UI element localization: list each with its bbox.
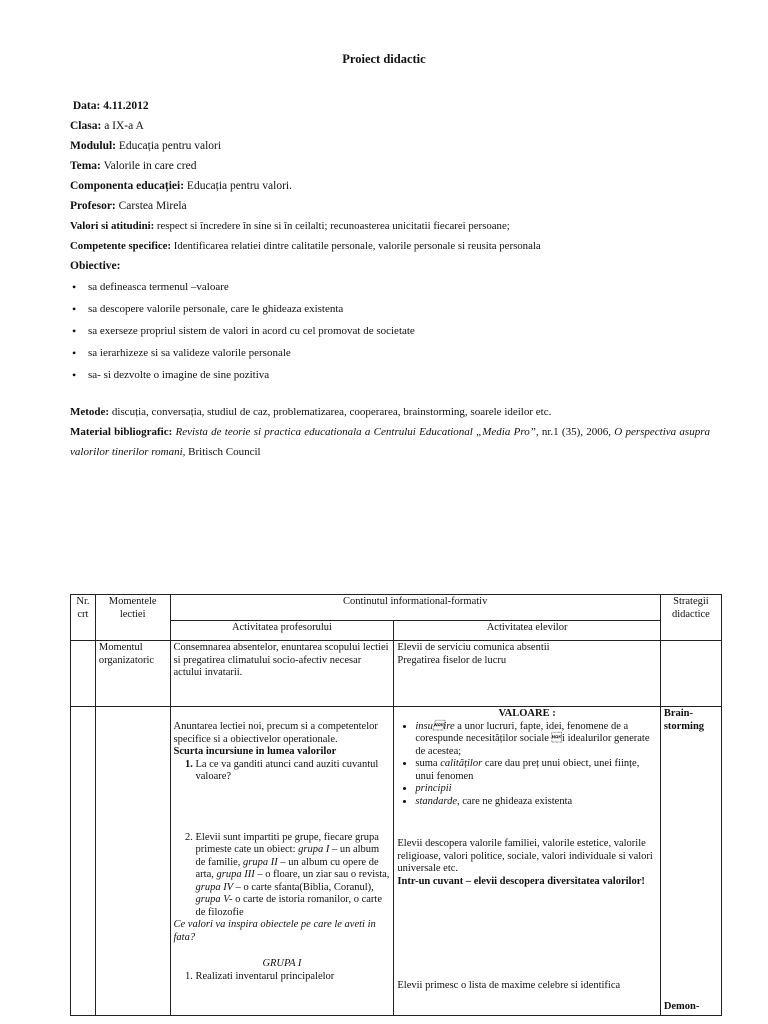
cell-elevi-activity: VALOARE : • insuire a unor lucruri, fapte, idei, fenomene de a corespunde necesităților sociale i idealurilor generate de acestea; • suma calităților care dau preț unui obiect, unei ființe, unui fenomen • principii • standarde, care ne ghideaza existenta Elevii descopera valorile familiei, valorile estetice, valorile religioase, valori politice, sociale, valori individuale si valori universale etc. Intr-un cuvant – elevii descopera diversitatea valorilor! Elevii primesc o lista de maxime celebre si identifica [394,707,660,1016]
field-competente: Competente specifice: Identificarea relatiei dintre calitatile personale, valorile personale si reusita personala [70,240,541,252]
field-clasa: Clasa: a IX-a A [70,120,144,132]
field-obiective: Obiective: [70,260,121,272]
header-nr: Nr. crt [71,595,96,641]
field-profesor: Profesor: Carstea Mirela [70,200,187,212]
table-row [71,641,722,707]
table-header-row [71,595,722,621]
list-item: • sa ierarhizeze si sa valideze valorile personale [88,342,710,364]
cell-profesor-activity: Anuntarea lectiei noi, precum si a competentelor specifice si a obiectivelor operationale. Scurta incursiune in lumea valorilor 1. La ce va ganditi atunci cand auziti cuvantul valoare? 2. Elevii sunt impartiti pe grupe, fiecare grupa primeste cate un obiect: grupa I – un album de familie, grupa II – un album cu opere de arta, grupa III – o floare, un ziar sau o revista, grupa IV – o carte sfanta(Biblia, Coranul), grupa V- o carte de istoria romanilor, o carte de filozofie Ce valori va inspira obiectele pe care le aveti in fata? GRUPA I 1. Realizati inventarul principalelor [170,707,394,1016]
cell-elevi: Elevii de serviciu comunica absentii Pregatirea fiselor de lucru [394,641,660,707]
cell-strategii: Brain-storming Demon- [660,707,721,1016]
header-strategii: Strategii didactice [660,595,721,641]
lesson-table [70,594,722,1016]
list-item: • sa descopere valorile personale, care le ghideaza existenta [88,298,710,320]
list-item: • standarde, care ne ghideaza existenta [415,796,656,809]
field-tema: Tema: Valorile in care cred [70,160,197,172]
cell-profesor: Consemnarea absentelor, enuntarea scopului lectiei si pregatirea climatului socio-afectiv necesar actului invatarii. [170,641,394,707]
field-metode: Metode: discuția, conversația, studiul de caz, problematizarea, cooperarea, brainstorming, soarele ideilor etc. [70,406,552,418]
header-continutul: Continutul informational-formativ [170,595,660,621]
field-componenta: Componenta educației: Educația pentru valori. [70,180,292,192]
list-item: • insuire a unor lucruri, fapte, idei, fenomene de a corespunde necesităților sociale i idealurilor generate de acestea; [415,721,656,759]
objectives-list [70,276,710,386]
header-fields [70,96,710,462]
header-elevi: Activitatea elevilor [394,621,660,641]
list-item: • suma calităților care dau preț unui obiect, unei ființe, unui fenomen [415,758,656,783]
table-row [71,707,722,1016]
field-modulul: Modulul: Educația pentru valori [70,140,222,152]
cell-moment: Momentul organizatoric [95,641,170,707]
list-item: • principii [415,783,656,796]
list-item: • sa defineasca termenul –valoare [88,276,710,298]
header-profesor: Activitatea profesorului [170,621,394,641]
header-momentele: Momentele lectiei [95,595,170,641]
field-material: Material bibliografic: Revista de teorie si practica educationala a Centrului Educational „Media Pro”, nr.1 (35), 2006, O perspectiva asupra valorilor tinerilor romani, Britisch Council [70,426,710,458]
field-valori: Valori si atitudini: respect si încredere în sine si în ceilalti; recunoasterea unicitatii fiecarei persoane; [70,220,510,232]
document-title: Proiect didactic [342,52,426,66]
valoare-list [397,721,656,809]
list-item: • sa- si dezvolte o imagine de sine pozitiva [88,364,710,386]
field-data: Data: 4.11.2012 [72,100,149,112]
list-item: • sa exerseze propriul sistem de valori in acord cu cel promovat de societate [88,320,710,342]
